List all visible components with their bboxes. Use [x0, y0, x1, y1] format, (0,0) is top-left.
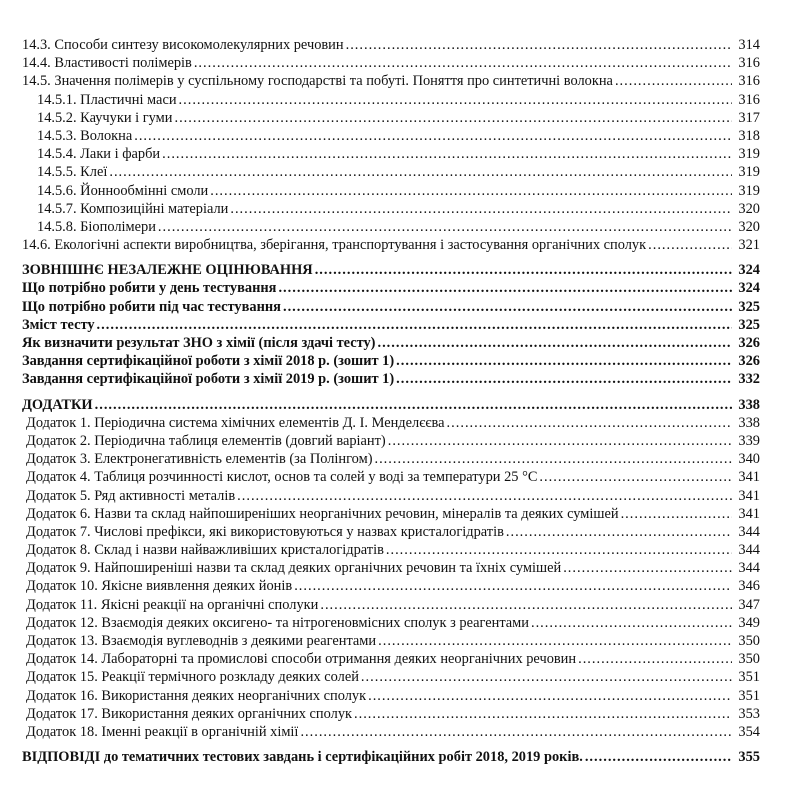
toc-entry-14-4 [0, 54, 760, 72]
toc-entry-page: 338 [738, 396, 760, 413]
toc-entry-page: 350 [738, 633, 760, 649]
toc-entry-appendix [0, 468, 760, 486]
toc-entry-title: Додаток 6. Назви та склад найпоширеніших неорганічних речовин, мінералів та деяких сумішей [26, 505, 619, 522]
toc-entry-title: Додаток 12. Взаємодія деяких оксигено- та нітрогеновмісних сполук з реагентами [26, 614, 529, 631]
toc-entry-title: 14.3. Способи синтезу високомолекулярних речовин [22, 37, 344, 53]
toc-entry-title: Як визначити результат ЗНО з хімії (після здачі тесту) [22, 335, 376, 351]
dot-leader [621, 505, 732, 523]
toc-entry-page: 346 [738, 578, 760, 595]
toc-entry-14-3 [0, 36, 760, 54]
toc-entry-14-5-8 [0, 218, 760, 236]
toc-entry-page: 320 [738, 218, 760, 235]
toc-entry-page: 319 [738, 182, 760, 199]
dot-leader [315, 261, 732, 279]
toc-entry-title: Додаток 1. Періодична система хімічних елементів Д. І. Менделєєва [26, 414, 445, 431]
toc-entry-title: 14.5.4. Лаки і фарби [37, 146, 161, 163]
toc-entry-14-5-5 [0, 163, 760, 181]
toc-entry-title: Додаток 16. Використання деяких неорганічних сполук [26, 687, 367, 704]
toc-entry-title: 14.4. Властивості полімерів [22, 55, 192, 72]
toc-entry-page: 320 [738, 200, 760, 217]
toc-entry-title: 14.5.2. Каучуки і гуми [37, 109, 173, 126]
toc-entry-title: 14.5. Значення полімерів у суспільному господарстві та побуті. Поняття про синтетичні волокна [22, 73, 613, 90]
toc-entry-appendix [0, 487, 760, 505]
toc-entry-title: ДОДАТКИ [22, 396, 93, 413]
dot-leader [585, 748, 732, 766]
toc-entry-14-6 [0, 236, 760, 254]
toc-entry-title: Додаток 17. Використання деяких органічних сполук [26, 705, 353, 722]
toc-entry-page: 341 [738, 469, 760, 486]
dot-leader [158, 218, 732, 236]
toc-entry-appendix [0, 668, 760, 686]
dot-leader [388, 432, 732, 450]
toc-entry-title: ВІДПОВІДІ до тематичних тестових завдань і сертифікаційних робіт 2018, 2019 років. [22, 749, 583, 766]
toc-entry-appendix [0, 450, 760, 468]
toc-entry-zno [0, 298, 760, 316]
toc-entry-page: 344 [738, 542, 760, 559]
dot-leader [346, 36, 732, 54]
toc-entry-page: 326 [738, 335, 760, 351]
toc-entry-page: 351 [738, 669, 760, 686]
toc-entry-title: Зміст тесту [22, 316, 95, 333]
toc-entry-14-5-7 [0, 200, 760, 218]
toc-entry-title: Додаток 3. Електронегативність елементів (за Полінгом) [26, 451, 373, 468]
dot-leader [506, 523, 732, 541]
dot-leader [563, 559, 732, 577]
toc-entry-appendix [0, 505, 760, 523]
toc-entry-title: Додаток 2. Періодична таблиця елементів (довгий варіант) [26, 432, 386, 449]
dot-leader [447, 414, 732, 432]
toc-entry-14-5-1 [0, 91, 760, 109]
toc-entry-page: 325 [738, 298, 760, 315]
toc-entry-title: Додаток 9. Найпоширеніші назви та склад деяких органічних речовин та їхніх сумішей [26, 560, 562, 577]
toc-entry-appendix-heading [0, 396, 760, 414]
dot-leader [294, 577, 732, 595]
toc-entry-title: Додаток 5. Ряд активності металів [26, 487, 236, 504]
dot-leader [194, 54, 732, 72]
dot-leader [230, 200, 732, 218]
dot-leader [361, 668, 732, 686]
toc-entry-page: 321 [738, 237, 760, 254]
toc-entry-14-5-6 [0, 182, 760, 200]
toc-entry-page: 344 [738, 560, 760, 577]
toc-entry-page: 341 [738, 505, 760, 522]
toc-entry-title: 14.5.8. Біополімери [37, 218, 156, 235]
toc-entry-appendix [0, 577, 760, 595]
dot-leader [368, 687, 732, 705]
toc-entry-appendix [0, 523, 760, 541]
toc-entry-page: 355 [738, 749, 760, 766]
dot-leader [95, 396, 732, 414]
toc-entry-page: 353 [738, 705, 760, 722]
toc-entry-appendix [0, 650, 760, 668]
toc-entry-appendix [0, 596, 760, 614]
toc-entry-14-5-3 [0, 127, 760, 145]
toc-entry-appendix [0, 432, 760, 450]
toc-entry-14-5-4 [0, 145, 760, 163]
toc-entry-answers [0, 748, 760, 766]
toc-entry-14-5-2 [0, 109, 760, 127]
toc-entry-zno [0, 316, 760, 334]
toc-entry-title: Додаток 15. Реакції термічного розкладу деяких солей [26, 669, 359, 686]
toc-entry-title: Додаток 8. Склад і назви найважливіших кристалогідратів [26, 542, 384, 559]
dot-leader [320, 596, 732, 614]
toc-entry-title: Додаток 18. Іменні реакції в органічній хімії [26, 723, 299, 740]
dot-leader [531, 614, 732, 632]
toc-entry-page: 347 [738, 596, 760, 613]
toc-entry-page: 326 [738, 353, 760, 370]
toc-entry-zno-heading [0, 261, 760, 279]
dot-leader [162, 145, 732, 163]
toc-entry-title: Додаток 7. Числові префікси, які використовуються у назвах кристалогідратів [26, 523, 504, 540]
dot-leader [179, 91, 732, 109]
toc-entry-page: 324 [738, 262, 760, 279]
toc-entry-page: 354 [738, 723, 760, 740]
toc-entry-page: 349 [738, 614, 760, 631]
dot-leader [237, 487, 732, 505]
toc-entry-title: ЗОВНІШНЄ НЕЗАЛЕЖНЕ ОЦІНЮВАННЯ [22, 262, 313, 279]
dot-leader [283, 298, 732, 316]
toc-entry-page: 344 [738, 523, 760, 540]
toc-entry-title: Що потрібно робити під час тестування [22, 298, 281, 315]
toc-entry-page: 339 [738, 432, 760, 449]
toc-entry-appendix [0, 705, 760, 723]
toc-entry-appendix [0, 414, 760, 432]
toc-entry-appendix [0, 723, 760, 741]
toc-entry-title: Додаток 4. Таблиця розчинності кислот, основ та солей у воді за температури 25 °С [26, 469, 538, 486]
dot-leader [396, 370, 732, 388]
toc-entry-title: Додаток 14. Лабораторні та промислові способи отримання деяких неорганічних речовин [26, 651, 577, 668]
dot-leader [109, 163, 732, 181]
dot-leader [354, 705, 732, 723]
toc-entry-page: 351 [738, 687, 760, 704]
dot-leader [615, 72, 732, 90]
toc-entry-page: 324 [738, 280, 760, 297]
dot-leader [378, 632, 732, 650]
toc-entry-page: 314 [738, 37, 760, 53]
toc-entry-appendix [0, 614, 760, 632]
dot-leader [386, 541, 732, 559]
dot-leader [396, 352, 732, 370]
toc-entry-title: 14.5.3. Волокна [37, 127, 133, 144]
toc-entry-title: Додаток 13. Взаємодія вуглеводнів з деякими реагентами [26, 633, 377, 649]
dot-leader [648, 236, 732, 254]
dot-leader [374, 450, 732, 468]
toc-entry-appendix [0, 632, 760, 650]
toc-entry-title: 14.5.7. Композиційні матеріали [37, 200, 229, 217]
toc-entry-title: Завдання сертифікаційної роботи з хімії 2019 р. (зошит 1) [22, 371, 395, 388]
toc-entry-zno [0, 352, 760, 370]
toc-entry-title: 14.5.5. Клеї [37, 164, 108, 181]
toc-entry-page: 341 [738, 487, 760, 504]
dot-leader [578, 650, 732, 668]
dot-leader [377, 334, 732, 352]
toc-entry-page: 340 [738, 451, 760, 468]
toc-entry-page: 319 [738, 164, 760, 181]
toc-entry-page: 325 [738, 316, 760, 333]
toc-entry-appendix [0, 541, 760, 559]
toc-entry-page: 332 [738, 371, 760, 388]
toc-entry-title: 14.5.1. Пластичні маси [37, 91, 177, 108]
toc-entry-zno [0, 279, 760, 297]
dot-leader [134, 127, 732, 145]
dot-leader [97, 316, 732, 334]
toc-entry-title: Додаток 11. Якісні реакції на органічні сполуки [26, 596, 319, 613]
toc-entry-title: Що потрібно робити у день тестування [22, 280, 277, 297]
toc-entry-page: 316 [738, 91, 760, 108]
dot-leader [210, 182, 732, 200]
toc-entry-title: Завдання сертифікаційної роботи з хімії 2018 р. (зошит 1) [22, 353, 395, 370]
toc-entry-page: 338 [738, 414, 760, 431]
toc-entry-page: 317 [738, 109, 760, 126]
toc-entry-appendix [0, 559, 760, 577]
toc-entry-zno [0, 334, 760, 352]
toc-entry-14-5 [0, 72, 760, 90]
dot-leader [278, 279, 732, 297]
toc-entry-page: 318 [738, 127, 760, 144]
toc-entry-title: 14.6. Екологічні аспекти виробництва, зберігання, транспортування і застосування органічних сполук [22, 237, 647, 254]
dot-leader [174, 109, 732, 127]
dot-leader [300, 723, 732, 741]
toc-entry-page: 319 [738, 146, 760, 163]
toc-entry-zno [0, 370, 760, 388]
toc-entry-appendix [0, 687, 760, 705]
toc-entry-page: 350 [738, 651, 760, 668]
table-of-contents [0, 36, 800, 766]
dot-leader [539, 468, 732, 486]
toc-entry-title: Додаток 10. Якісне виявлення деяких йонів [26, 578, 293, 595]
toc-entry-page: 316 [738, 55, 760, 72]
toc-entry-title: 14.5.6. Йоннообмінні смоли [37, 182, 209, 199]
toc-entry-page: 316 [738, 73, 760, 90]
